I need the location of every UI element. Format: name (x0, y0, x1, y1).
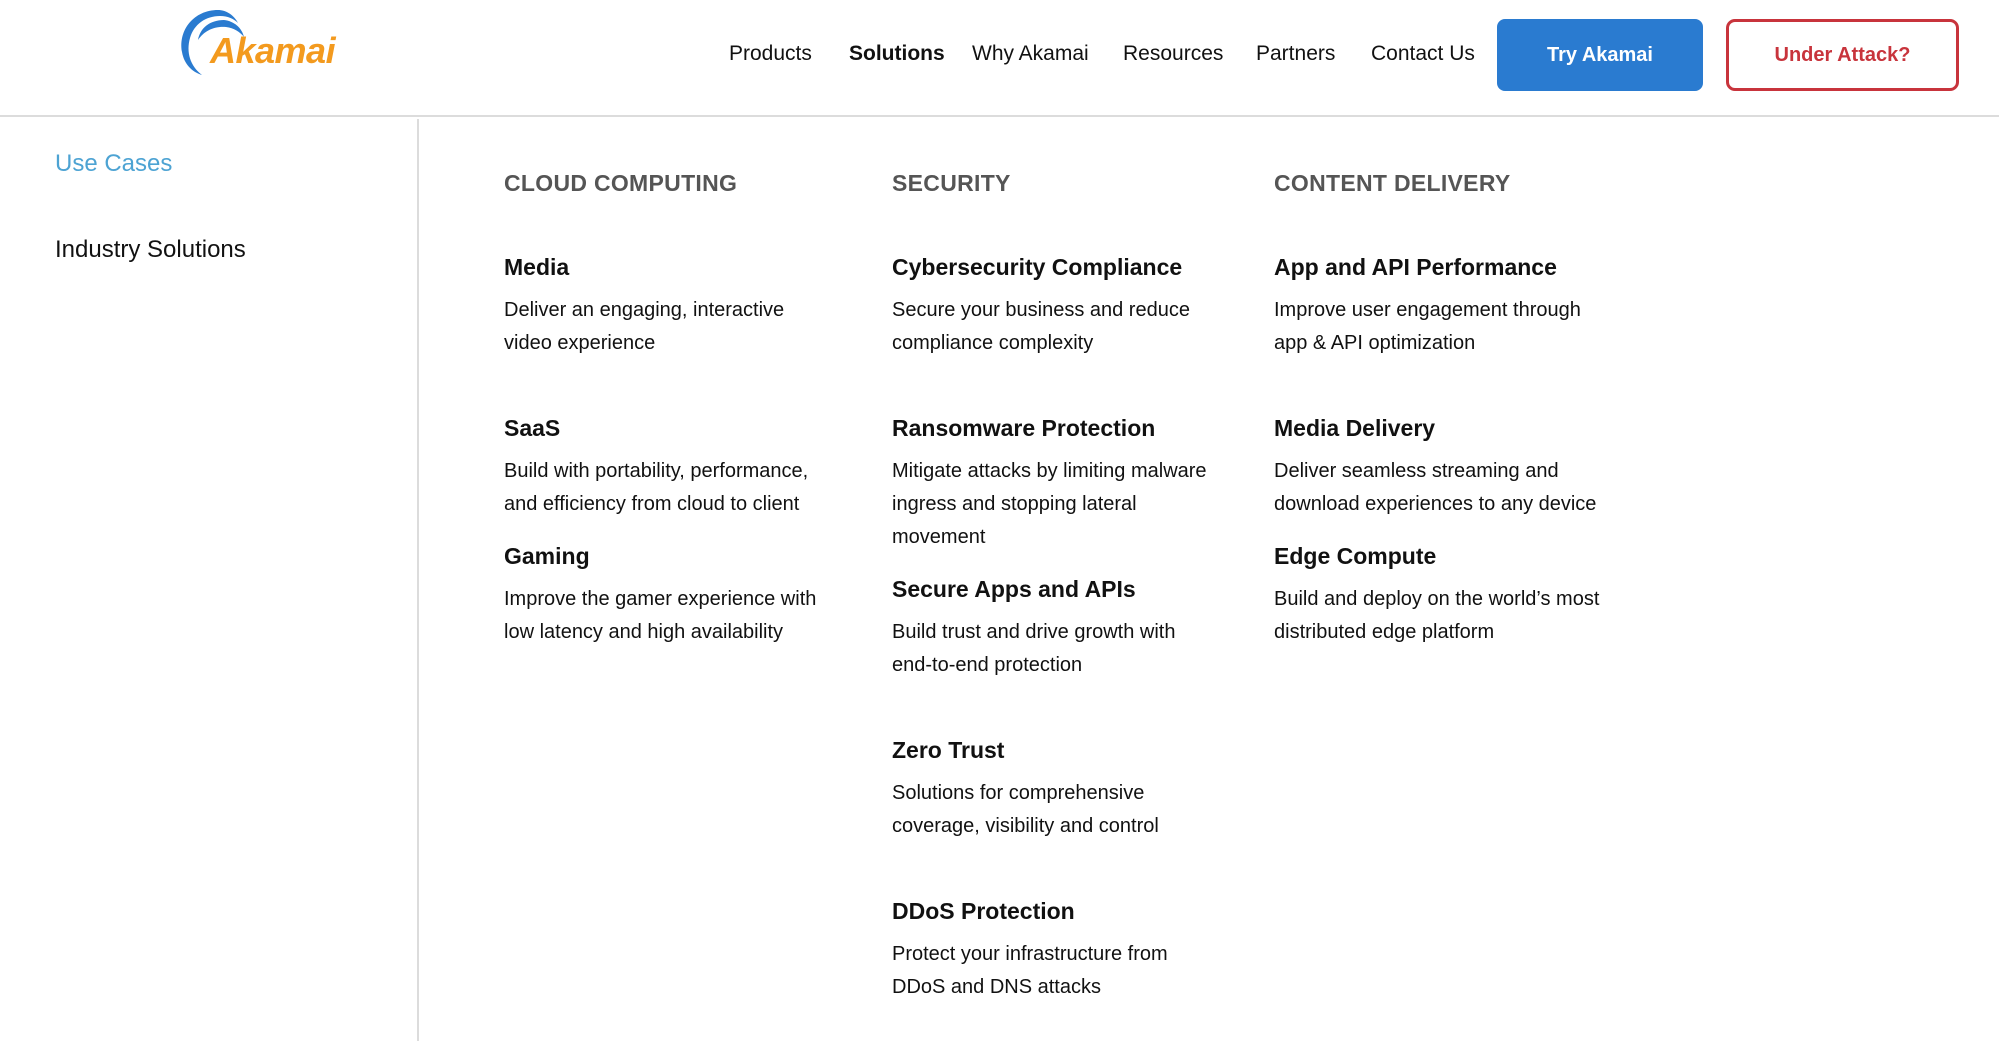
site-header (0, 0, 1999, 117)
item-title: Gaming (504, 543, 590, 569)
item-title: App and API Performance (1274, 254, 1557, 280)
try-akamai-button[interactable]: Try Akamai (1497, 19, 1703, 91)
item-description: Improve the gamer experience with low latency and high availability (504, 588, 817, 643)
menu-item-media-delivery[interactable] (1274, 413, 1604, 521)
item-description: Mitigate attacks by limiting malware ingress and stopping lateral movement (892, 460, 1207, 548)
item-description: Deliver an engaging, interactive video experience (504, 299, 785, 354)
column-content-delivery (1274, 170, 1604, 649)
nav-products[interactable]: Products (729, 42, 812, 65)
menu-item-cybersecurity-compliance[interactable] (892, 252, 1212, 360)
item-title: DDoS Protection (892, 898, 1075, 924)
menu-item-gaming[interactable] (504, 541, 834, 649)
nav-partners[interactable]: Partners (1256, 42, 1336, 65)
menu-item-saas[interactable] (504, 413, 834, 521)
akamai-logo[interactable] (174, 4, 354, 76)
item-description: Protect your infrastructure from DDoS and DNS attacks (892, 943, 1168, 998)
logo-wordmark: Akamai (210, 30, 336, 71)
item-description: Build with portability, performance, and efficiency from cloud to client (504, 460, 809, 515)
solutions-sidebar (0, 119, 419, 1041)
item-title: Media Delivery (1274, 415, 1436, 441)
menu-item-secure-apps-apis[interactable] (892, 574, 1212, 682)
item-title: Media (504, 254, 570, 280)
item-title: Edge Compute (1274, 543, 1437, 569)
column-cloud-computing (504, 170, 834, 649)
nav-contact-us[interactable]: Contact Us (1371, 42, 1475, 65)
item-title: SaaS (504, 415, 561, 441)
sidebar-item-use-cases[interactable]: Use Cases (55, 150, 173, 177)
item-title: Cybersecurity Compliance (892, 254, 1183, 280)
item-description: Solutions for comprehensive coverage, visibility and control (892, 782, 1159, 837)
nav-solutions[interactable]: Solutions (849, 42, 945, 65)
item-description: Secure your business and reduce compliance complexity (892, 299, 1190, 354)
menu-item-ddos-protection[interactable] (892, 896, 1212, 1004)
column-heading: CLOUD COMPUTING (504, 170, 738, 196)
item-description: Improve user engagement through app & API optimization (1274, 299, 1581, 354)
nav-resources[interactable]: Resources (1123, 42, 1224, 65)
menu-item-ransomware-protection[interactable] (892, 413, 1212, 554)
column-heading: SECURITY (892, 170, 1011, 196)
column-heading: CONTENT DELIVERY (1274, 170, 1511, 196)
sidebar-item-industry-solutions[interactable]: Industry Solutions (55, 236, 246, 263)
menu-item-app-api-performance[interactable] (1274, 252, 1604, 360)
item-description: Build and deploy on the world’s most distributed edge platform (1274, 588, 1600, 643)
item-title: Secure Apps and APIs (892, 576, 1136, 602)
column-security (892, 170, 1212, 1004)
item-title: Zero Trust (892, 737, 1005, 763)
under-attack-button[interactable]: Under Attack? (1726, 19, 1959, 91)
menu-item-media[interactable] (504, 252, 834, 360)
item-title: Ransomware Protection (892, 415, 1156, 441)
item-description: Deliver seamless streaming and download experiences to any device (1274, 460, 1597, 515)
nav-why-akamai[interactable]: Why Akamai (972, 42, 1089, 65)
menu-item-edge-compute[interactable] (1274, 541, 1604, 649)
menu-item-zero-trust[interactable] (892, 735, 1212, 843)
item-description: Build trust and drive growth with end-to-end protection (892, 621, 1176, 676)
